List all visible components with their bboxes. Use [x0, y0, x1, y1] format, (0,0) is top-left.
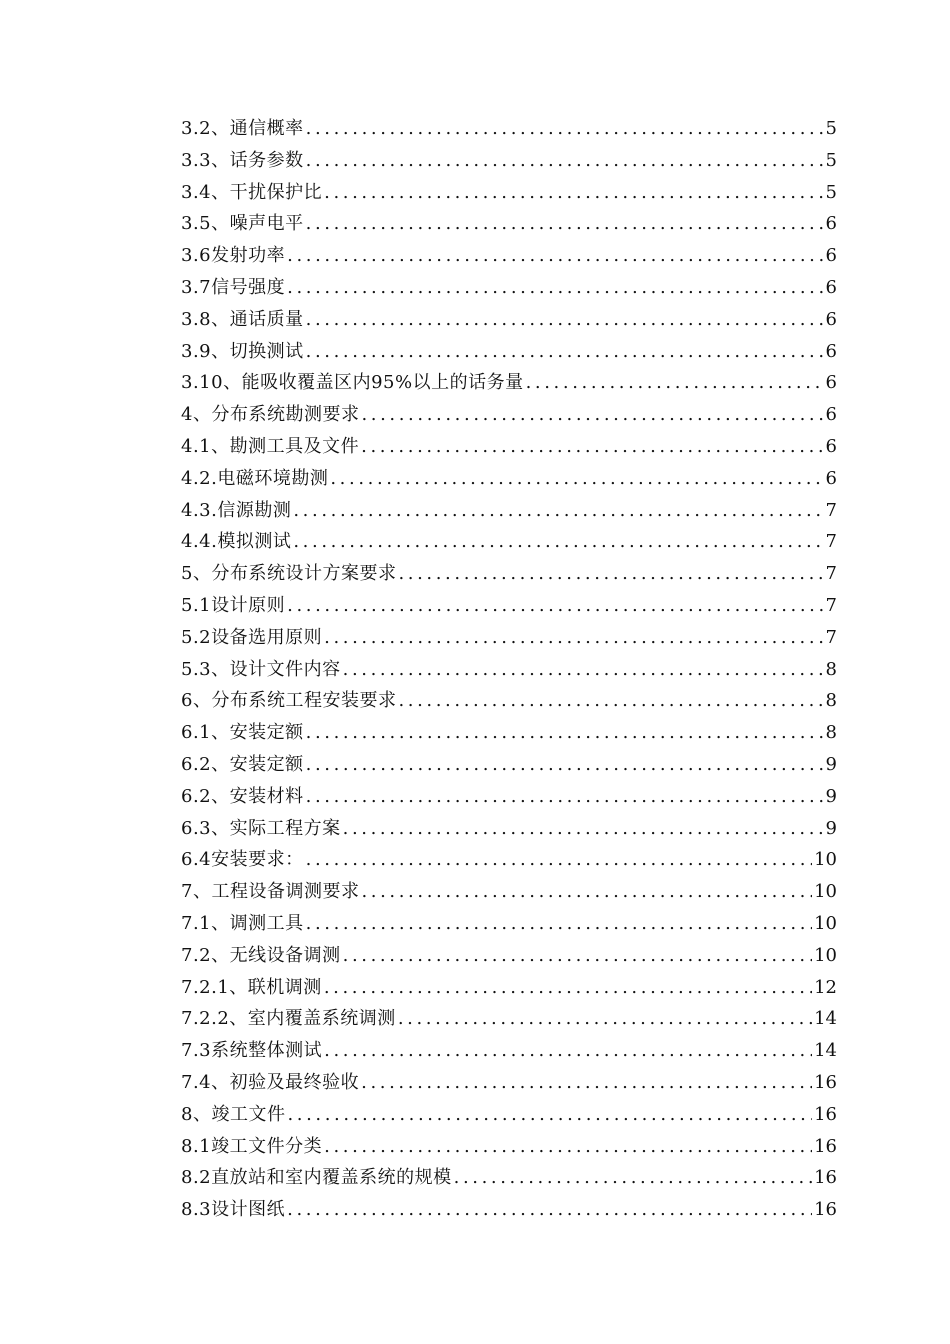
toc-entry-title: 8.1竣工文件分类	[181, 1135, 323, 1157]
toc-entry-title: 3.10、能吸收覆盖区内95%以上的话务量	[181, 372, 524, 394]
toc-entry-title: 7.2、无线设备调测	[181, 944, 341, 966]
toc-entry-page: 14	[814, 1008, 837, 1030]
toc-entry-title: 7.2.2、室内覆盖系统调测	[181, 1008, 396, 1030]
toc-entry-title: 3.5、噪声电平	[181, 213, 304, 235]
toc-dot-leader	[287, 1194, 812, 1226]
toc-entry-page: 7	[825, 626, 837, 648]
toc-dot-leader	[306, 145, 824, 177]
toc-entry-title: 4.1、勘测工具及文件	[181, 435, 360, 457]
toc-entry-title: 4.4.模拟测试	[181, 531, 292, 553]
toc-entry-page: 10	[814, 849, 837, 871]
toc-entry[interactable]	[181, 1035, 837, 1067]
toc-entry-page: 5	[825, 118, 837, 139]
toc-entry[interactable]	[181, 1162, 837, 1194]
toc-entry-page: 6	[825, 404, 837, 426]
toc-entry-page: 6	[825, 340, 837, 362]
toc-entry-page: 16	[814, 1135, 837, 1157]
toc-entry-page: 16	[814, 1103, 837, 1125]
toc-dot-leader	[343, 940, 812, 972]
toc-dot-leader	[398, 558, 823, 590]
toc-entry-page: 6	[825, 467, 837, 489]
toc-entry-title: 3.4、干扰保护比	[181, 181, 323, 203]
toc-dot-leader	[306, 749, 824, 781]
toc-dot-leader	[287, 272, 823, 304]
toc-dot-leader	[324, 622, 823, 654]
toc-entry-page: 9	[825, 753, 837, 775]
toc-entry[interactable]	[181, 304, 837, 336]
toc-entry-page: 8	[825, 690, 837, 712]
toc-dot-leader	[398, 1003, 812, 1035]
toc-entry-title: 3.9、切换测试	[181, 340, 304, 362]
toc-entry-page: 12	[814, 976, 837, 998]
toc-dot-leader	[343, 813, 824, 845]
toc-dot-leader	[398, 685, 823, 717]
toc-entry-page: 6	[825, 276, 837, 298]
toc-entry[interactable]	[181, 1099, 837, 1131]
toc-dot-leader	[324, 177, 823, 209]
toc-entry[interactable]	[181, 145, 837, 177]
toc-dot-leader	[306, 717, 824, 749]
toc-entry-title: 8.2直放站和室内覆盖系统的规模	[181, 1167, 452, 1189]
toc-entry[interactable]	[181, 685, 837, 717]
toc-entry-page: 10	[814, 912, 837, 934]
toc-entry[interactable]	[181, 622, 837, 654]
toc-dot-leader	[324, 972, 812, 1004]
toc-entry-title: 6.2、安装定额	[181, 753, 304, 775]
toc-entry[interactable]	[181, 272, 837, 304]
toc-entry[interactable]	[181, 813, 837, 845]
toc-entry-page: 10	[814, 881, 837, 903]
toc-entry-title: 8.3设计图纸	[181, 1199, 286, 1221]
toc-entry-title: 7.4、初验及最终验收	[181, 1071, 360, 1093]
toc-entry-title: 6.1、安装定额	[181, 722, 304, 744]
toc-entry-title: 5.1设计原则	[181, 594, 286, 616]
toc-entry[interactable]	[181, 240, 837, 272]
toc-dot-leader	[287, 590, 823, 622]
toc-entry[interactable]	[181, 972, 837, 1004]
toc-entry-title: 7.2.1、联机调测	[181, 976, 322, 998]
toc-entry[interactable]	[181, 1194, 837, 1226]
toc-entry-page: 9	[825, 817, 837, 839]
toc-entry[interactable]	[181, 399, 837, 431]
toc-entry-page: 9	[825, 785, 837, 807]
table-of-contents	[181, 113, 837, 1226]
toc-entry-title: 4.2.电磁环境勘测	[181, 467, 329, 489]
toc-entry-title: 6.4安装要求：	[181, 849, 304, 871]
toc-dot-leader	[293, 526, 823, 558]
toc-entry[interactable]	[181, 367, 837, 399]
toc-dot-leader	[324, 1035, 812, 1067]
toc-dot-leader	[306, 781, 824, 813]
toc-entry-title: 4.3.信源勘测	[181, 499, 292, 521]
toc-entry-title: 4、分布系统勘测要求	[181, 404, 360, 426]
toc-dot-leader	[287, 240, 823, 272]
toc-entry-page: 5	[825, 181, 837, 203]
toc-entry[interactable]	[181, 495, 837, 527]
toc-entry[interactable]	[181, 463, 837, 495]
toc-entry-page: 7	[825, 531, 837, 553]
toc-entry-title: 5、分布系统设计方案要求	[181, 563, 397, 585]
toc-entry[interactable]	[181, 781, 837, 813]
toc-entry-title: 6.2、安装材料	[181, 785, 304, 807]
toc-entry-title: 5.2设备选用原则	[181, 626, 323, 648]
toc-entry-title: 3.2、通信概率	[181, 118, 304, 139]
toc-dot-leader	[293, 495, 823, 527]
toc-entry-title: 3.3、话务参数	[181, 149, 304, 171]
toc-entry-page: 7	[825, 594, 837, 616]
toc-entry-page: 14	[814, 1040, 837, 1062]
toc-entry[interactable]	[181, 590, 837, 622]
toc-entry-page: 16	[814, 1167, 837, 1189]
toc-dot-leader	[306, 336, 824, 368]
toc-entry-page: 7	[825, 563, 837, 585]
toc-entry-page: 8	[825, 658, 837, 680]
toc-dot-leader	[343, 654, 824, 686]
toc-entry-page: 6	[825, 372, 837, 394]
toc-dot-leader	[306, 208, 824, 240]
toc-dot-leader	[330, 463, 823, 495]
toc-entry-title: 7.3系统整体测试	[181, 1040, 323, 1062]
toc-entry[interactable]	[181, 876, 837, 908]
toc-entry-title: 7.1、调测工具	[181, 912, 304, 934]
toc-entry-page: 10	[814, 944, 837, 966]
toc-entry-page: 16	[814, 1071, 837, 1093]
toc-entry[interactable]	[181, 336, 837, 368]
toc-entry[interactable]	[181, 749, 837, 781]
toc-dot-leader	[287, 1099, 812, 1131]
toc-entry-title: 3.6发射功率	[181, 245, 286, 267]
toc-entry-title: 3.7信号强度	[181, 276, 286, 298]
toc-dot-leader	[306, 844, 812, 876]
toc-entry[interactable]	[181, 940, 837, 972]
toc-entry[interactable]	[181, 113, 837, 145]
toc-entry[interactable]	[181, 1003, 837, 1035]
toc-dot-leader	[324, 1131, 812, 1163]
toc-dot-leader	[306, 304, 824, 336]
toc-entry-page: 16	[814, 1199, 837, 1221]
toc-entry-title: 5.3、设计文件内容	[181, 658, 341, 680]
toc-dot-leader	[361, 1067, 812, 1099]
toc-entry-title: 8、竣工文件	[181, 1103, 286, 1125]
toc-dot-leader	[361, 431, 823, 463]
toc-entry-page: 6	[825, 245, 837, 267]
toc-entry[interactable]	[181, 654, 837, 686]
toc-entry-page: 6	[825, 308, 837, 330]
toc-dot-leader	[361, 876, 812, 908]
toc-entry[interactable]	[181, 431, 837, 463]
toc-entry[interactable]	[181, 844, 837, 876]
toc-entry[interactable]	[181, 1131, 837, 1163]
toc-entry-title: 7、工程设备调测要求	[181, 881, 360, 903]
toc-entry-title: 3.8、通话质量	[181, 308, 304, 330]
toc-dot-leader	[454, 1162, 812, 1194]
toc-entry-page: 8	[825, 722, 837, 744]
toc-entry[interactable]	[181, 1067, 837, 1099]
toc-entry-page: 6	[825, 435, 837, 457]
toc-entry[interactable]	[181, 717, 837, 749]
toc-entry[interactable]	[181, 177, 837, 209]
toc-entry-title: 6、分布系统工程安装要求	[181, 690, 397, 712]
toc-entry[interactable]	[181, 558, 837, 590]
toc-entry-title: 6.3、实际工程方案	[181, 817, 341, 839]
toc-dot-leader	[306, 113, 824, 145]
toc-dot-leader	[306, 908, 812, 940]
toc-dot-leader	[526, 367, 824, 399]
toc-dot-leader	[361, 399, 823, 431]
toc-entry-page: 6	[825, 213, 837, 235]
toc-entry-page: 5	[825, 149, 837, 171]
toc-entry[interactable]	[181, 526, 837, 558]
toc-entry-page: 7	[825, 499, 837, 521]
toc-entry[interactable]	[181, 908, 837, 940]
toc-entry[interactable]	[181, 208, 837, 240]
